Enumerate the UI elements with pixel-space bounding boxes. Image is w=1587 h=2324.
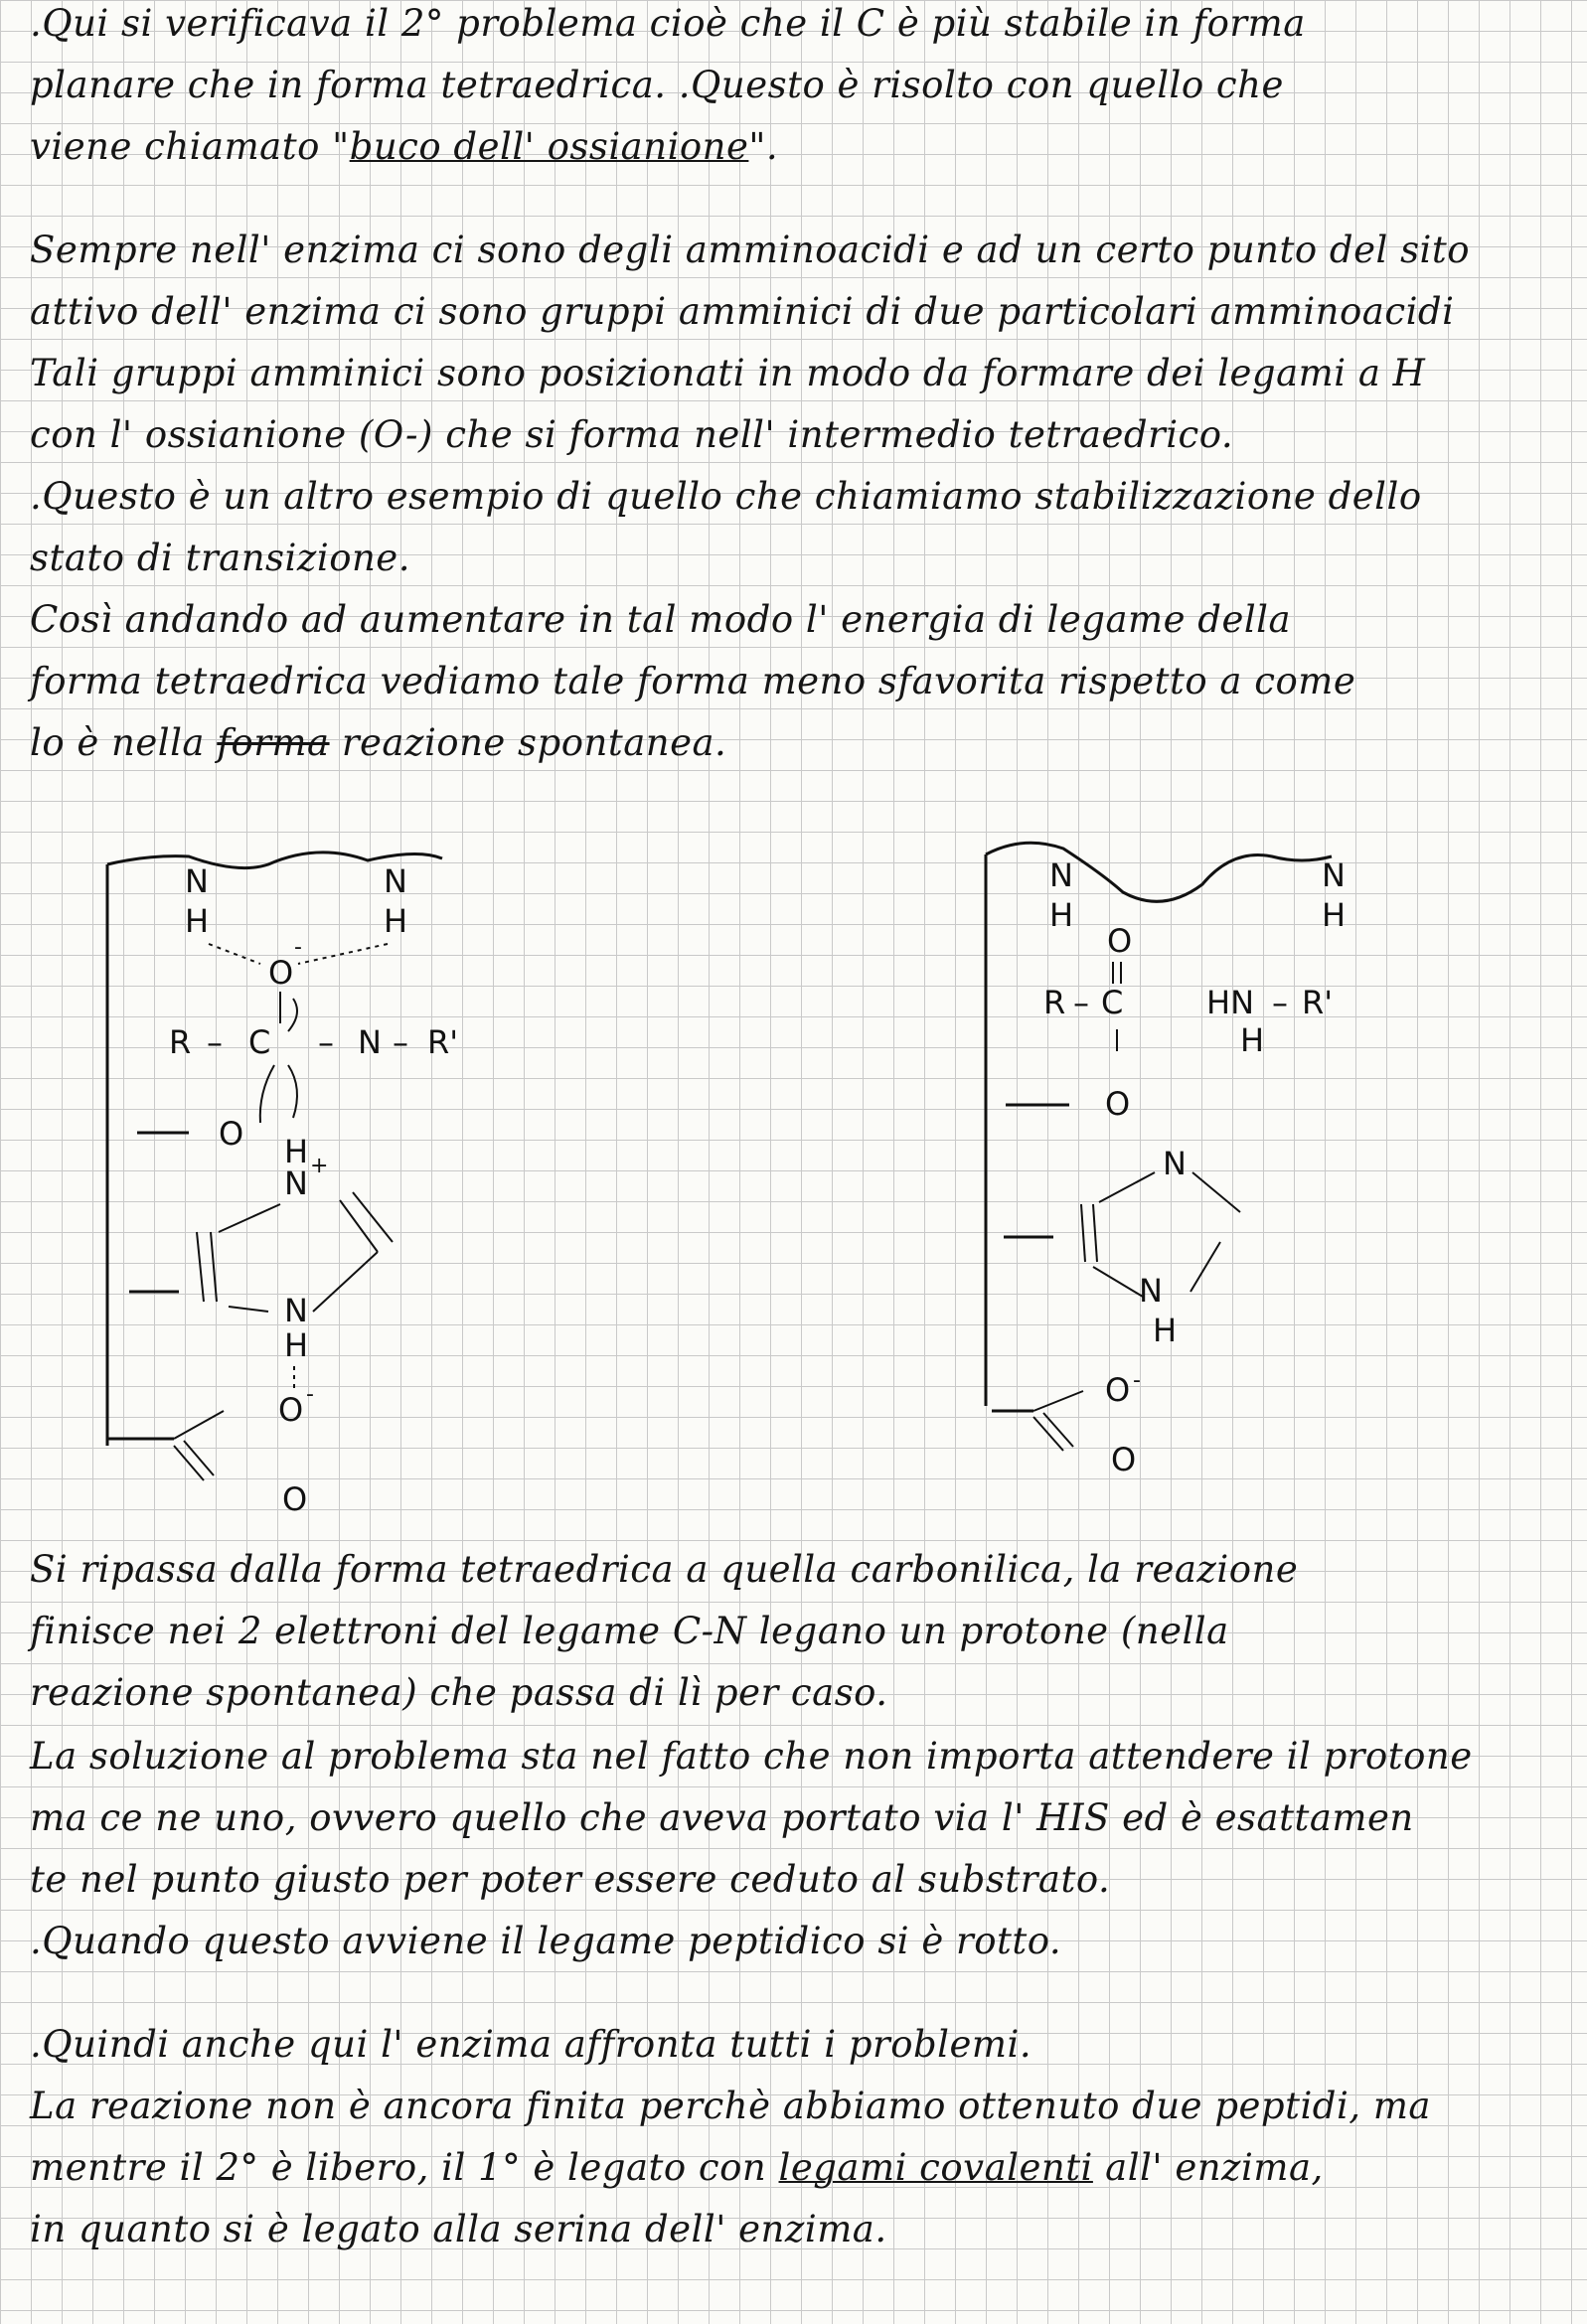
text-line: .Qui si verificava il 2° problema cioè che il C è più stabile in forma [30,2,1306,45]
serine-O: O [219,1115,244,1153]
bond-dash: – [1272,984,1288,1021]
text-line: Sempre nell' enzima ci sono degli amminoacidi e ad un certo punto del sito [30,229,1471,271]
charge-minus: - [294,935,302,960]
amino-H: H [1049,896,1074,934]
text-line: .Quindi anche qui l' enzima affronta tutti i problemi. [30,2023,1032,2066]
his-N: N [1139,1272,1163,1310]
text-line: lo è nella forma reazione spontanea. [30,721,727,764]
text-line: in quanto si è legato alla serina dell' enzima. [30,2208,887,2250]
text-line: La soluzione al problema sta nel fatto che non importa attendere il protone [30,1735,1473,1778]
atom-R: R [1043,984,1066,1021]
charge-minus: - [306,1382,314,1407]
text-line: te nel punto giusto per poter essere ceduto al substrato. [30,1858,1111,1901]
text-line: Si ripassa dalla forma tetraedrica a quella carbonilica, la reazione [30,1548,1299,1591]
amino-H: H [185,902,210,940]
atom-C: C [248,1023,271,1061]
his-N: N [1163,1145,1187,1182]
text-line: La reazione non è ancora finita perchè abbiamo ottenuto due peptidi, ma [30,2085,1431,2127]
oxyanion-O: O [268,954,294,992]
text-line: Tali gruppi amminici sono posizionati in modo da formare dei legami a H [30,352,1426,394]
amino-N: N [384,862,407,900]
text-line: Così andando ad aumentare in tal modo l' energia di legame della [30,598,1292,641]
text-line: mentre il 2° è libero, il 1° è legato con legami covalenti all' enzima, [30,2146,1324,2189]
aspartate-O: O [278,1391,304,1429]
atom-R-prime: R' [427,1023,459,1061]
underlined-term: legami covalenti [778,2146,1093,2189]
his-H: H [284,1133,309,1170]
text-line: con l' ossianione (O-) che si forma nell' intermedio tetraedrico. [30,413,1234,456]
his-N: N [284,1292,308,1329]
text-line: attivo dell' enzima ci sono gruppi amminici di due particolari amminoacidi [30,290,1455,333]
atom-C: C [1101,984,1124,1021]
text-line: forma tetraedrica vediamo tale forma meno sfavorita rispetto a come [30,660,1356,702]
amino-N: N [185,862,209,900]
underlined-term: buco dell' ossianione [349,125,749,168]
aspartate-O: O [1105,1371,1131,1409]
text-line: reazione spontanea) che passa di lì per caso. [30,1671,888,1714]
enzyme-products-diagram [974,835,1391,1510]
aspartate-O: O [282,1480,308,1518]
amino-H: H [1322,896,1347,934]
his-H: H [1153,1312,1178,1349]
tetrahedral-intermediate-diagram [89,835,507,1530]
serine-O: O [1105,1085,1131,1123]
bond-dash: – [318,1023,334,1061]
text-line: .Questo è un altro esempio di quello che chiamiamo stabilizzazione dello [30,475,1422,518]
text-line: planare che in forma tetraedrica. .Questo è risolto con quello che [30,64,1284,106]
amino-H: H [384,902,408,940]
bond-dash: – [1073,984,1089,1021]
charge-minus: - [1133,1368,1141,1393]
atom-R-prime: R' [1302,984,1334,1021]
his-H: H [284,1326,309,1364]
amine-H: H [1240,1021,1265,1059]
carbonyl-O: O [1107,922,1133,960]
atom-N: N [358,1023,382,1061]
text-line: finisce nei 2 elettroni del legame C-N legano un protone (nella [30,1610,1229,1652]
text-line: ma ce ne uno, ovvero quello che aveva portato via l' HIS ed è esattamen [30,1796,1414,1839]
amino-N: N [1322,856,1346,894]
amine-HN: HN [1206,984,1254,1021]
struck-word: forma [217,721,330,764]
bond-dash: – [207,1023,223,1061]
his-N: N [284,1164,308,1202]
text-line: stato di transizione. [30,537,410,579]
amino-N: N [1049,856,1073,894]
charge-plus: + [310,1154,329,1178]
text-line: viene chiamato "buco dell' ossianione". [30,125,779,168]
atom-R: R [169,1023,192,1061]
bond-dash: – [393,1023,408,1061]
text-line: .Quando questo avviene il legame peptidico si è rotto. [30,1920,1062,1962]
aspartate-O: O [1111,1441,1137,1478]
